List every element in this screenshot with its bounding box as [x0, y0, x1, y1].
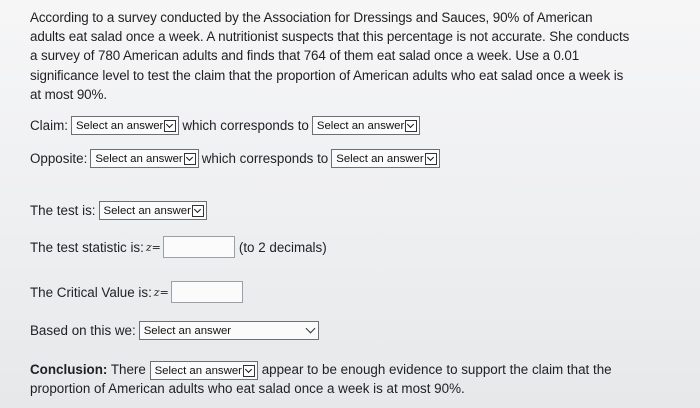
- statistic-row: [30, 236, 327, 258]
- conclusion-label: Conclusion:: [30, 362, 108, 378]
- critical-value-input[interactable]: [171, 281, 243, 303]
- chevron-down-icon: [184, 153, 196, 165]
- conclusion-select-text: Select an answer: [154, 364, 242, 377]
- opposite-middle-text: which corresponds to: [201, 151, 329, 166]
- chevron-down-icon: [425, 153, 437, 165]
- test-label: The test is:: [30, 203, 96, 218]
- statistic-hint: (to 2 decimals): [238, 239, 327, 255]
- chevron-down-icon: [192, 205, 204, 217]
- decision-select[interactable]: [139, 321, 319, 340]
- claim-middle-text: which corresponds to: [182, 118, 309, 133]
- conclusion-select[interactable]: [150, 361, 258, 380]
- decision-select-text: Select an answer: [143, 324, 232, 337]
- critical-label: The Critical Value is:: [30, 284, 152, 300]
- conclusion-text: [30, 361, 630, 398]
- based-row: [30, 321, 319, 340]
- test-select[interactable]: [99, 201, 207, 220]
- conclusion-pre: There: [110, 362, 146, 378]
- chevron-down-icon: [243, 365, 255, 377]
- opposite-select-1[interactable]: [90, 149, 198, 168]
- claim-row: [30, 116, 420, 135]
- opposite-select-1-text: Select an answer: [95, 152, 183, 165]
- conclusion-post: appear to be enough evidence to support the claim that the proportion of American adults who eat salad once a week is at most 90%.: [30, 362, 612, 396]
- statistic-label: The test statistic is:: [30, 239, 144, 255]
- claim-select-1-text: Select an answer: [75, 119, 164, 132]
- claim-label: Claim:: [30, 118, 68, 133]
- chevron-down-icon: [305, 324, 315, 334]
- claim-select-2[interactable]: [312, 116, 420, 135]
- critical-var: z=: [153, 285, 169, 299]
- statistic-var: z=: [145, 240, 161, 254]
- chevron-down-icon: [164, 120, 176, 132]
- problem-statement: According to a survey conducted by the Association for Dressings and Sauces, 90% of American adults eat salad once a week. A nutritionist suspects that this percentage is not accurate. She conducts a survey of 780 American adults and finds that 764 of them eat salad once a week. Use a 0.01 significance level to test the claim that the proportion of American adults who eat salad once a week is at most 90%.: [30, 10, 630, 102]
- opposite-select-2[interactable]: [331, 149, 439, 168]
- chevron-down-icon: [405, 120, 417, 132]
- opposite-row: [30, 149, 440, 168]
- test-row: [30, 201, 207, 220]
- based-label: Based on this we:: [30, 323, 136, 338]
- claim-select-2-text: Select an answer: [316, 119, 405, 132]
- opposite-select-2-text: Select an answer: [336, 152, 424, 165]
- test-statistic-input[interactable]: [163, 236, 235, 258]
- claim-select-1[interactable]: [71, 116, 179, 135]
- test-select-text: Select an answer: [103, 204, 191, 217]
- opposite-label: Opposite:: [30, 151, 88, 166]
- critical-row: [30, 281, 243, 303]
